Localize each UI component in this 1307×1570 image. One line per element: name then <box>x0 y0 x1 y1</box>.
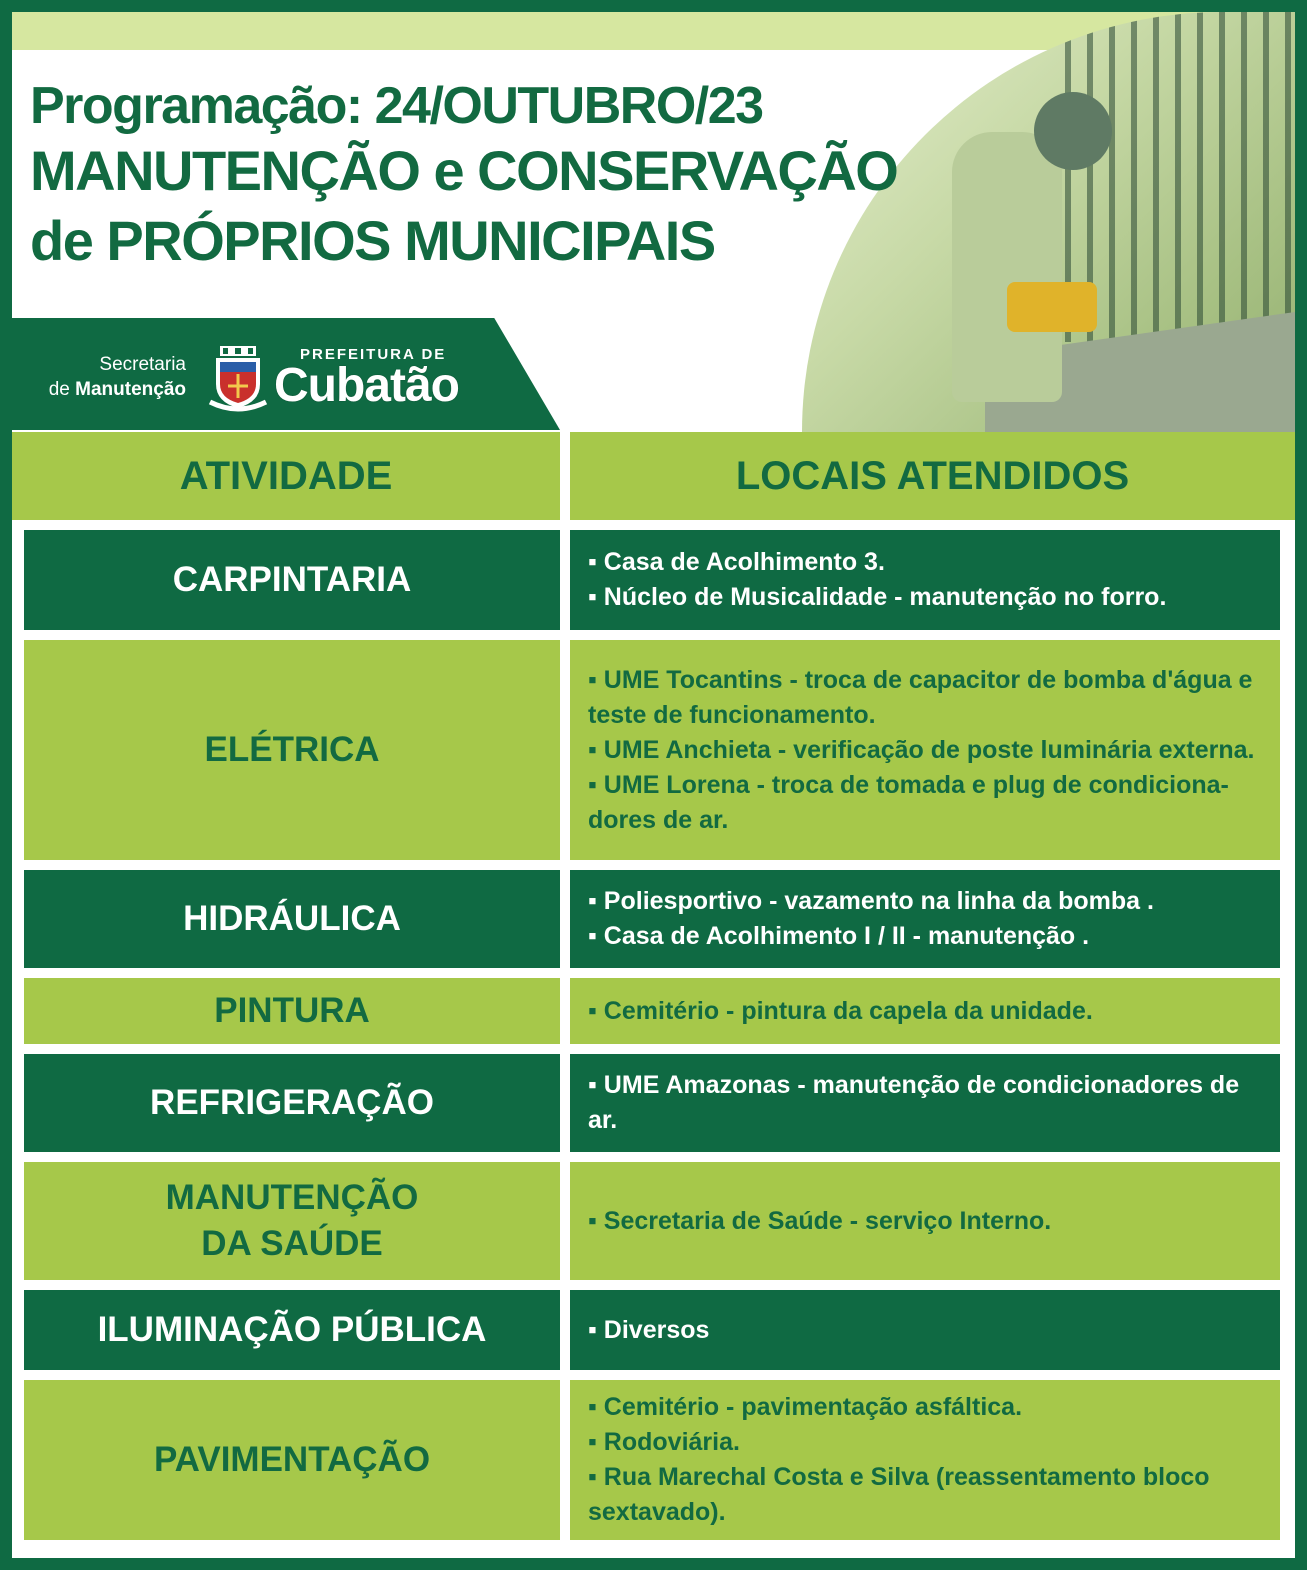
drill-graphic <box>1007 282 1097 332</box>
worker-body-graphic <box>952 132 1062 402</box>
location-item: ▪ Núcleo de Musicalidade - manutenção no forro. <box>588 583 1167 611</box>
table-row-carpintaria <box>24 530 1280 630</box>
location-item: ▪ Diversos <box>588 1315 710 1344</box>
prefeitura-label: PREFEITURA DE <box>300 346 447 363</box>
table-row-hidraulica <box>24 870 1280 968</box>
locations-cell <box>570 640 1280 860</box>
fence-graphic <box>1065 12 1295 342</box>
activity-cell: PAVIMENTAÇÃO <box>24 1380 560 1540</box>
title-date: Programação: 24/OUTUBRO/23 <box>30 77 763 135</box>
title-line-2: MANUTENÇÃO e CONSERVAÇÃO <box>30 139 898 202</box>
activity-cell <box>24 1162 560 1280</box>
page-title <box>30 76 930 276</box>
table-row-eletrica <box>24 640 1280 860</box>
activity-cell: CARPINTARIA <box>24 530 560 630</box>
table-row-manutencao-saude <box>24 1162 1280 1280</box>
table-row-pintura <box>24 978 1280 1044</box>
activity-cell: PINTURA <box>24 978 560 1044</box>
table-row-refrigeracao <box>24 1054 1280 1152</box>
locations-cell <box>570 1290 1280 1370</box>
location-item: ▪ Secretaria de Saúde - serviço Interno. <box>588 1206 1052 1235</box>
activity-line: MANUTENÇÃO <box>165 1178 419 1217</box>
activity-cell: ILUMINAÇÃO PÚBLICA <box>24 1290 560 1370</box>
locations-cell <box>570 1380 1280 1540</box>
secretaria-label <box>36 352 186 402</box>
secretaria-line1: Secretaria <box>99 354 186 375</box>
location-item: ▪ UME Lorena - troca de tomada e plug de condiciona-dores de ar. <box>588 770 1229 834</box>
header-locations: LOCAIS ATENDIDOS <box>570 432 1295 520</box>
location-item: ▪ UME Tocantins - troca de capacitor de bomba d'água e teste de funcionamento. <box>588 665 1253 729</box>
location-item: ▪ Casa de Acolhimento 3. <box>588 548 885 576</box>
locations-cell <box>570 870 1280 968</box>
locations-cell <box>570 978 1280 1044</box>
location-item: ▪ Cemitério - pavimentação asfáltica. <box>588 1393 1023 1421</box>
location-item: ▪ UME Anchieta - verificação de poste luminária externa. <box>588 735 1255 764</box>
activity-cell: REFRIGERAÇÃO <box>24 1054 560 1152</box>
worker-helmet-graphic <box>1034 92 1112 170</box>
locations-cell <box>570 1054 1280 1152</box>
location-item: ▪ UME Amazonas - manutenção de condicionadores de ar. <box>588 1071 1240 1134</box>
secretaria-line2 <box>36 377 186 402</box>
secretaria-prefix: de <box>48 379 76 400</box>
title-line-3: de PRÓPRIOS MUNICIPAIS <box>30 209 715 272</box>
activity-line: DA SAÚDE <box>201 1224 383 1263</box>
location-item: ▪ Casa de Acolhimento I / II - manutenção . <box>588 922 1090 950</box>
header-activity: ATIVIDADE <box>12 432 560 520</box>
locations-cell <box>570 1162 1280 1280</box>
table-row-pavimentacao <box>24 1380 1280 1540</box>
table-row-iluminacao <box>24 1290 1280 1370</box>
activity-cell: HIDRÁULICA <box>24 870 560 968</box>
location-item: ▪ Cemitério - pintura da capela da unidade. <box>588 996 1093 1025</box>
city-crest-icon <box>208 344 268 414</box>
location-item: ▪ Rodoviária. <box>588 1428 740 1456</box>
location-item: ▪ Poliesportivo - vazamento na linha da bomba . <box>588 887 1154 915</box>
cubatao-logo-text: Cubatão <box>274 359 459 412</box>
locations-cell <box>570 530 1280 630</box>
secretaria-bold: Manutenção <box>75 379 186 400</box>
activity-cell: ELÉTRICA <box>24 640 560 860</box>
location-item: ▪ Rua Marechal Costa e Silva (reassentamento bloco sextavado). <box>588 1463 1210 1526</box>
